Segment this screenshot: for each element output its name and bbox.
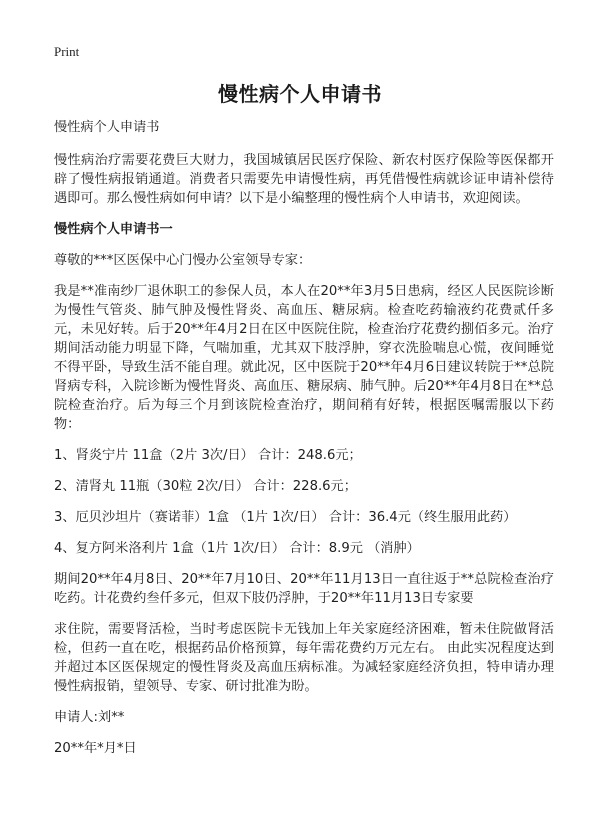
body-paragraph: 我是**准南纱厂退休职工的参保人员，本人在20**年3月5日患病，经区人民医院诊断为慢性气管炎、肺气肿及慢性肾炎、高血压、糖尿病。检查吃药输液约花费贰仟多元，未见好转。后于20**年4月2日在区中医院住院，检查治疗花费约捌佰多元。治疗期间活动能力明显下降，气喘加重，尤其双下肢浮肿，穿衣洗脸喘息心慌，夜间睡觉不得平卧，导致生活不能自理。就此况，区中医院于20**年4月6日建议转院于**总院肾病专科，入院诊断为慢性肾炎、高血压、糖尿病、肺气肿。后20**年4月8日在**总院检查治疗。后为每三个月到该院检查治疗，期间稍有好转，根据医嘱需服以下药物： [54, 284, 554, 432]
print-link[interactable]: Print [54, 44, 80, 59]
body-paragraph: 期间20**年4月8日、20**年7月10日、20**年11月13日一直往返于**总院检查治疗吃药。计花费约叁仟多元，但双下肢仍浮肿，于20**年11月13日专家要 [54, 572, 554, 606]
medication-item: 2、清肾丸 11瓶（30粒 2次/日） 合计：228.6元； [54, 479, 357, 494]
page-title: 慢性病个人申请书 [218, 82, 382, 106]
section-heading: 慢性病个人申请书一 [54, 222, 173, 237]
medication-item: 1、肾炎宁片 11盒（2片 3次/日） 合计：248.6元； [54, 448, 362, 463]
application-date: 20**年*月*日 [54, 741, 137, 756]
intro-heading: 慢性病个人申请书 [54, 120, 160, 135]
medication-item: 3、厄贝沙坦片（赛诺菲）1盒 （1片 1次/日） 合计：36.4元（终生服用此药） [54, 510, 517, 525]
document-body [54, 118, 554, 768]
applicant-signature: 申请人:刘** [54, 710, 125, 725]
salutation: 尊敬的***区医保中心门慢办公室领导专家： [54, 253, 312, 268]
medication-item: 4、复方阿米洛利片 1盒（1片 1次/日） 合计：8.9元 （消肿） [54, 541, 420, 556]
intro-paragraph: 慢性病治疗需要花费巨大财力，我国城镇居民医疗保险、新农村医疗保险等医保都开辟了慢性病报销通道。消费者只需要先申请慢性病，再凭借慢性病就诊证申请补偿待遇即可。那么慢性病如何申请？以下是小编整理的慢性病个人申请书，欢迎阅读。 [54, 153, 554, 206]
body-paragraph: 求住院，需要肾活检，当时考虑医院卡无钱加上年关家庭经济困难，暂未住院做肾活检，但药一直在吃，根据药品价格预算，每年需花费约万元左右。 由此实况程度达到并超过本区医保规定的慢性肾炎及高血压病标准。为减轻家庭经济负担，特申请办理慢性病报销，望领导、专家、研讨批准为盼。 [54, 622, 554, 694]
